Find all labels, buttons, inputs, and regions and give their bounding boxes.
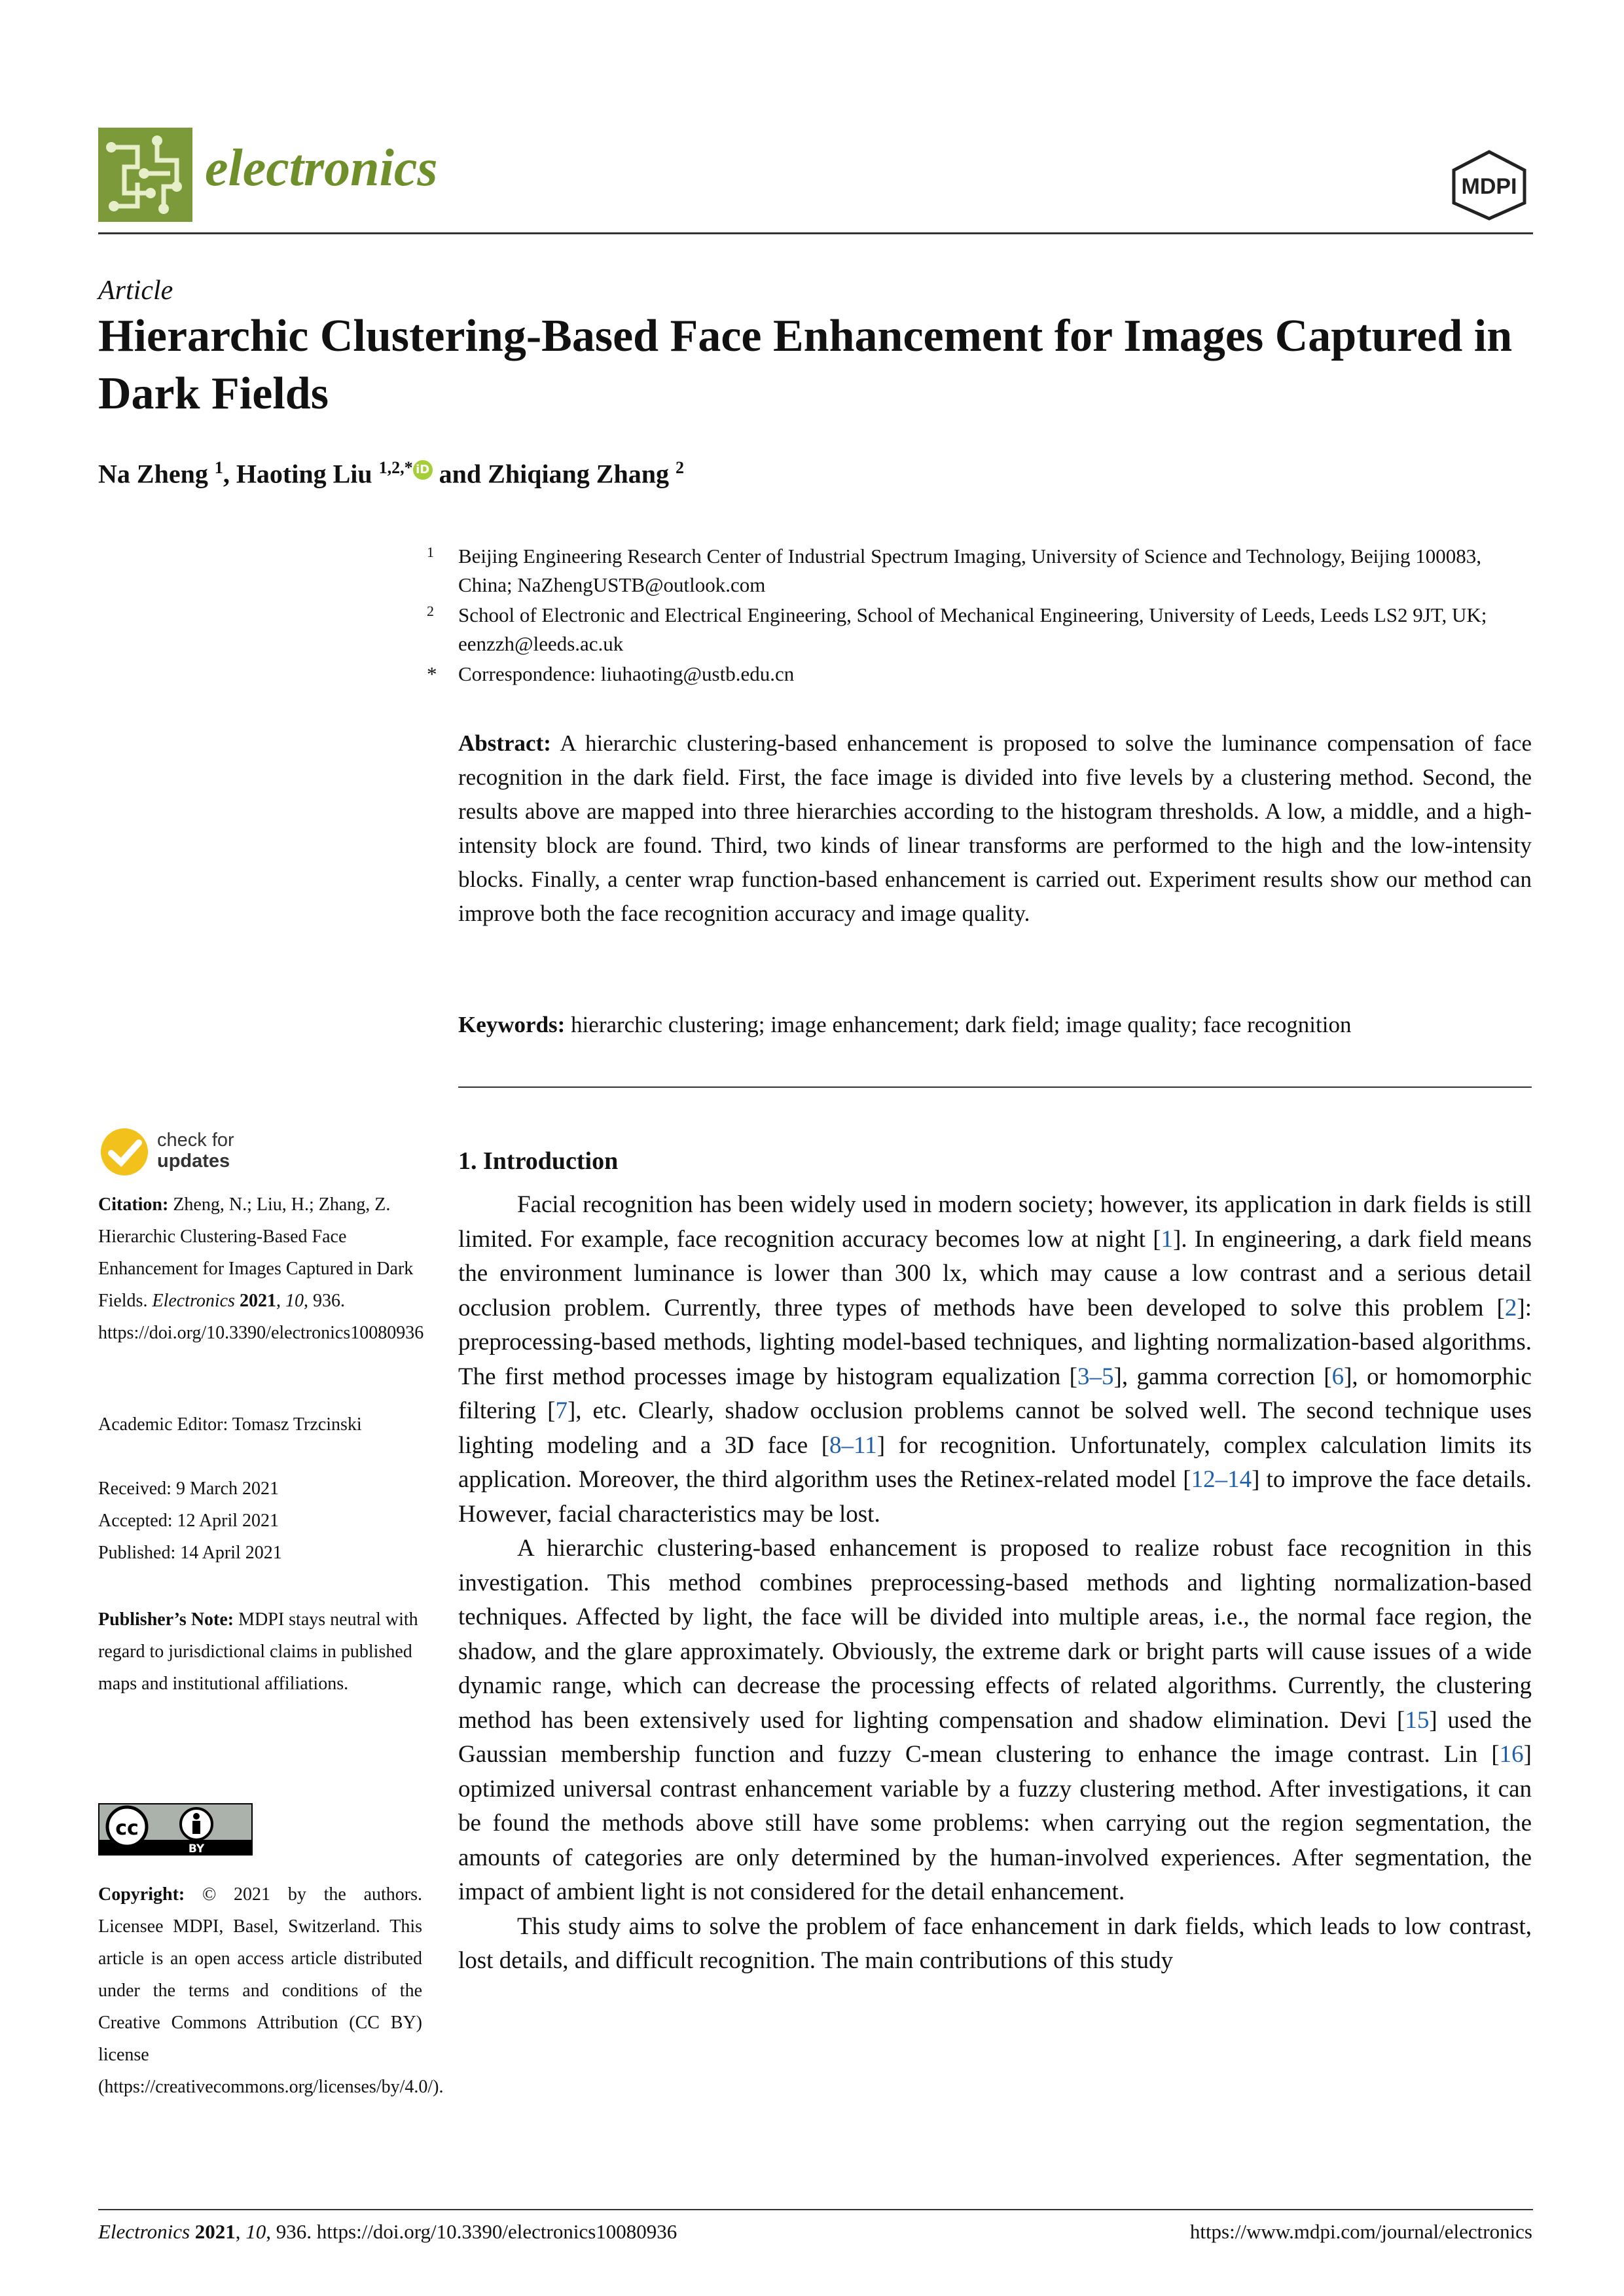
citation-volume: 10 [285,1291,304,1311]
publisher-note [98,1604,422,1700]
academic-editor: Academic Editor: Tomasz Trzcinski [98,1414,362,1435]
copyright-block [98,1878,444,2103]
text-run: ], or homomorphic filtering [ [458,1363,1532,1424]
citation-link[interactable]: 3–5 [1077,1363,1114,1390]
author-affiliation-marker: 1 [214,458,223,477]
body-text [458,1188,1532,1979]
svg-text:cc: cc [115,1817,139,1840]
copyright-label: Copyright: [98,1884,185,1905]
affiliation-item [427,601,1532,658]
mdpi-logo [1450,149,1528,221]
paragraph-3: This study aims to solve the problem of face enhancement in dark fields, which leads to low contrast, lost details, and difficult recognition. The main contributions of this study [458,1912,1532,1974]
citation-doi[interactable]: , 936. https://doi.org/10.3390/electronics10080936 [98,1291,424,1343]
author-list [98,458,684,489]
citation-text: Zheng, N.; Liu, H.; Zhang, Z. Hierarchic Clustering-Based Face Enhancement for Images Captured in Dark Fields. [98,1194,414,1311]
citation-link[interactable]: 7 [555,1397,568,1424]
dates-block [98,1473,422,1569]
journal-logo-icon [98,128,192,222]
journal-name: electronics [205,139,438,197]
publisher-note-label: Publisher’s Note: [98,1609,234,1630]
author-name: Na Zheng [98,459,208,489]
abstract-label: Abstract: [458,730,551,756]
citation-link[interactable]: 15 [1405,1706,1430,1734]
abstract-text: A hierarchic clustering-based enhancement is proposed to solve the luminance compensation of face recognition in the dark field. First, the face image is divided into five levels by a clustering method. Second, the results above are mapped into three hierarchies according to the histogram thresholds. A low, a middle, and a high-intensity block are found. Third, two kinds of linear transforms are performed to the high and the low-intensity blocks. Finally, a center wrap function-based enhancement is carried out. Experiment results show our method can improve both the face recognition accuracy and image quality. [458,730,1532,926]
keywords-text: hierarchic clustering; image enhancement; dark field; image quality; face recognition [571,1012,1352,1037]
footer-doi-link[interactable]: , 936. https://doi.org/10.3390/electronics10080936 [266,2220,677,2243]
citation-link[interactable]: 1 [1161,1225,1174,1253]
text-run: A hierarchic clustering-based enhancement is proposed to realize robust face recognition in this investigation. This method combines preprocessing-based methods and lighting normalization-based techniques. Affected by light, the face will be divided into multiple areas, i.e., the normal face region, the shadow, and the glare approximately. Obviously, the extreme dark or bright parts will cause issues of a wide dynamic range, which can decrease the processing effects of related algorithms. Currently, the clustering method has been extensively used for lighting compensation and shadow elimination. Devi [ [458,1535,1532,1734]
text-run: ], etc. Clearly, shadow occlusion problems cannot be solved well. The second technique uses lighting modeling and a 3D face [ [458,1397,1532,1459]
affiliation-marker: * [427,662,437,685]
cc-by-text: BY [188,1842,205,1856]
abstract [458,726,1532,931]
orcid-icon[interactable]: iD [413,460,433,480]
check-for-updates-button[interactable] [98,1126,255,1185]
check-circle-icon [98,1126,151,1178]
author-affiliation-marker: 1,2,* [378,458,413,477]
keywords-label: Keywords: [458,1012,566,1037]
citation-year: 2021 [239,1291,276,1311]
author-affiliation-marker: 2 [675,458,684,477]
author-name: Zhiqiang Zhang [488,459,669,489]
footer-journal: Electronics [98,2220,190,2243]
check-updates-line2: updates [157,1151,230,1172]
text-run: ] used the Gaussian membership function and fuzzy C-mean clustering to enhance the image contrast. Lin [ [458,1706,1532,1768]
author-name: Haoting Liu [236,459,372,489]
cc-by-license-badge[interactable] [98,1803,253,1856]
footer-volume: 10 [245,2220,266,2243]
text-run: ] to improve the face details. However, facial characteristics may be lost. [458,1466,1532,1528]
affiliation-marker: 2 [427,603,434,619]
citation-block: Citation: Zheng, N.; Liu, H.; Zhang, Z. Hierarchic Clustering-Based Face Enhancement for Images Captured in Dark Fields. Electronics 2021, 10, 936. https://doi.org/10.3390/electronics10080936 [98,1194,424,1343]
text-run: ] for recognition. Unfortunately, complex calculation limits its application. Moreover, the third algorithm uses the Retinex-related model [ [458,1431,1532,1493]
received-date: Received: 9 March 2021 [98,1479,280,1499]
text-run: ] optimized universal contrast enhancement variable by a fuzzy clustering method. After investigations, it can be found the methods above still have some problems: when carrying out the region segmentation, the amounts of categories are only determined by the human-involved experiences. After segmentation, the impact of ambient light is not considered for the detail enhancement. [458,1741,1532,1905]
affiliation-text: Beijing Engineering Research Center of Industrial Spectrum Imaging, University of Science and Technology, Beijing 100083, China; NaZhengUSTB@outlook.com [458,545,1481,596]
author-separator: , [223,459,236,489]
text-run: ], gamma correction [ [1113,1363,1332,1390]
accepted-date: Accepted: 12 April 2021 [98,1511,280,1531]
published-date: Published: 14 April 2021 [98,1543,282,1563]
citation-label: Citation: [98,1194,169,1215]
affiliation-marker: 1 [427,544,434,560]
footer-citation: Electronics 2021, 10, 936. https://doi.org/10.3390/electronics10080936 [98,2220,677,2243]
paragraph-2 [458,1532,1532,1910]
text-run: Facial recognition has been widely used in modern society; however, its application in dark fields is still limited. For example, face recognition accuracy becomes low at night [ [458,1191,1532,1253]
header-divider [98,232,1533,234]
text-run: ]. In engineering, a dark field means the environment luminance is lower than 300 lx, which may cause a low contrast and a serious detail occlusion problem. Currently, three types of methods have been developed to solve this problem [ [458,1225,1532,1321]
author-separator: and [432,459,488,489]
footer-divider [98,2209,1533,2210]
section-heading: 1. Introduction [458,1147,619,1175]
keywords [458,1008,1532,1042]
article-type: Article [98,276,173,306]
section-divider [458,1086,1532,1088]
affiliation-text: Correspondence: liuhaoting@ustb.edu.cn [458,662,795,685]
correspondence-item [427,660,1532,689]
citation-link[interactable]: 6 [1331,1363,1344,1390]
citation-link[interactable]: 16 [1499,1741,1524,1768]
copyright-text: © 2021 by the authors. Licensee MDPI, Basel, Switzerland. This article is an open access article distributed under the terms and conditions of the Creative Commons Attribution (CC BY) license (https://creativecommons.org/licenses/by/4.0/). [98,1884,444,2097]
affiliation-text: School of Electronic and Electrical Engineering, School of Mechanical Engineering, University of Leeds, Leeds LS2 9JT, UK; eenzzh@leeds.ac.uk [458,603,1487,655]
paper-title: Hierarchic Clustering-Based Face Enhancement for Images Captured in Dark Fields [98,311,1513,419]
footer-year: 2021 [194,2220,236,2243]
text-run: ]: preprocessing-based methods, lighting model-based techniques, and lighting normalization-based algorithms. The first method processes image by histogram equalization [ [458,1294,1532,1390]
citation-journal: Electronics [152,1291,235,1311]
footer-journal-url[interactable]: https://www.mdpi.com/journal/electronics [1189,2220,1532,2243]
citation-link[interactable]: 2 [1504,1294,1517,1321]
citation-link[interactable]: 12–14 [1191,1466,1252,1493]
affiliation-item [427,542,1532,600]
citation-link[interactable]: 8–11 [829,1431,877,1459]
mdpi-logo-text: MDPI [1461,174,1517,199]
publisher-note-text: MDPI stays neutral with regard to jurisdictional claims in published maps and institutional affiliations. [98,1609,418,1694]
paragraph-1 [458,1188,1532,1532]
check-updates-line1: check for [157,1130,234,1151]
